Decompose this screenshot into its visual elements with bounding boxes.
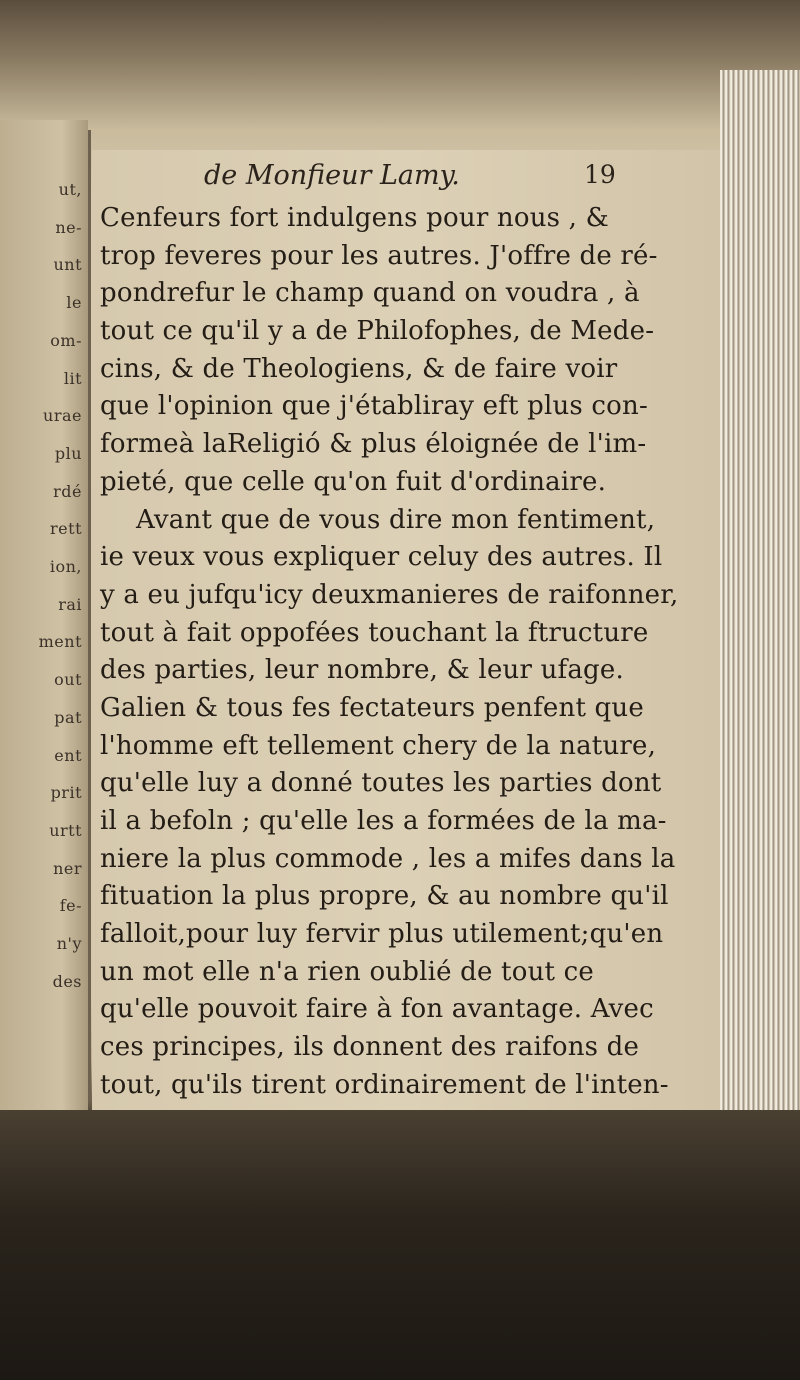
text-line: Galien & tous fes fectateurs penfent que <box>100 692 644 723</box>
text-line: il a befoln ; qu'elle les a formées de la ma- <box>100 806 667 836</box>
facing-page-fragment: unt <box>53 255 82 275</box>
facing-page-fragment: le <box>66 293 82 313</box>
text-line: tout à fait oppofées touchant la ftructure <box>100 617 649 648</box>
text-line: que l'opinion que j'établiray eft plus con- <box>100 391 648 422</box>
facing-page-fragment: ion, <box>49 557 82 576</box>
text-line: pondrefur le champ quand on voudra , à <box>100 278 640 309</box>
facing-page-fragment: urae <box>43 406 82 426</box>
text-line: tout ce qu'il y a de Philofophes, de Mede- <box>100 316 655 347</box>
facing-page-edge <box>0 120 88 1110</box>
facing-page-fragment: ne- <box>55 217 82 237</box>
facing-page-fragment: urtt <box>49 820 82 840</box>
text-line: des parties, leur nombre, & leur ufage. <box>100 655 624 686</box>
running-header <box>92 160 652 196</box>
facing-page-fragment: ent <box>54 745 82 765</box>
text-line: formeà laReligió & plus éloignée de l'im- <box>100 429 647 460</box>
text-line: pieté, que celle qu'on fuit d'ordinaire. <box>100 466 607 497</box>
text-line: ces principes, ils donnent des raifons de <box>100 1032 640 1063</box>
facing-page-fragment: lit <box>63 368 82 388</box>
facing-page-fragment: rdé <box>53 481 82 501</box>
text-line: trop feveres pour les autres. J'offre de ré- <box>100 240 658 271</box>
text-line: niere la plus commode , les a mifes dans la <box>100 843 676 874</box>
facing-page-fragment: ut, <box>58 180 82 199</box>
text-line: l'homme eft tellement chery de la nature, <box>100 730 657 761</box>
text-line: falloit,pour luy fervir plus utilement;qu'en <box>100 919 664 950</box>
scan-shadow <box>0 1110 800 1380</box>
text-line: y a eu jufqu'icy deuxmanieres de raifonner, <box>100 579 679 610</box>
facing-page-fragment: fe- <box>59 896 82 916</box>
text-line: Avant que de vous dire mon fentiment, <box>136 504 656 535</box>
running-title: de Monfieur Lamy. <box>204 160 460 191</box>
facing-page-fragment: ner <box>53 858 82 878</box>
facing-page-fragment: plu <box>54 443 82 463</box>
page-stack-edge <box>720 70 800 1120</box>
text-line: tout, qu'ils tirent ordinairement de l'inten- <box>100 1069 669 1100</box>
text-line: ie veux vous expliquer celuy des autres. Il <box>100 542 663 573</box>
text-line: fituation la plus propre, & au nombre qu'il <box>100 881 669 912</box>
page-gutter <box>88 130 91 1100</box>
facing-page-fragment: n'y <box>56 934 82 953</box>
text-line: Cenfeurs fort indulgens pour nous , & <box>100 203 609 233</box>
facing-page-fragment: des <box>52 971 82 991</box>
text-line: un mot elle n'a rien oublié de tout ce <box>100 956 594 987</box>
text-line: qu'elle pouvoit faire à fon avantage. Avec <box>100 994 654 1025</box>
page-number: 19 <box>584 160 616 189</box>
facing-page-fragment: om- <box>50 330 82 350</box>
text-line: qu'elle luy a donné toutes les parties dont <box>100 768 662 799</box>
facing-page-fragment: ment <box>38 632 82 652</box>
facing-page-fragment: prit <box>50 783 82 803</box>
facing-page-fragment: out <box>54 670 82 690</box>
facing-page-fragment: rett <box>50 519 82 539</box>
body-text <box>100 200 720 1255</box>
facing-page-fragment: rai <box>58 594 82 614</box>
text-line: cins, & de Theologiens, & de faire voir <box>100 353 618 384</box>
facing-page-fragment: pat <box>54 707 82 727</box>
